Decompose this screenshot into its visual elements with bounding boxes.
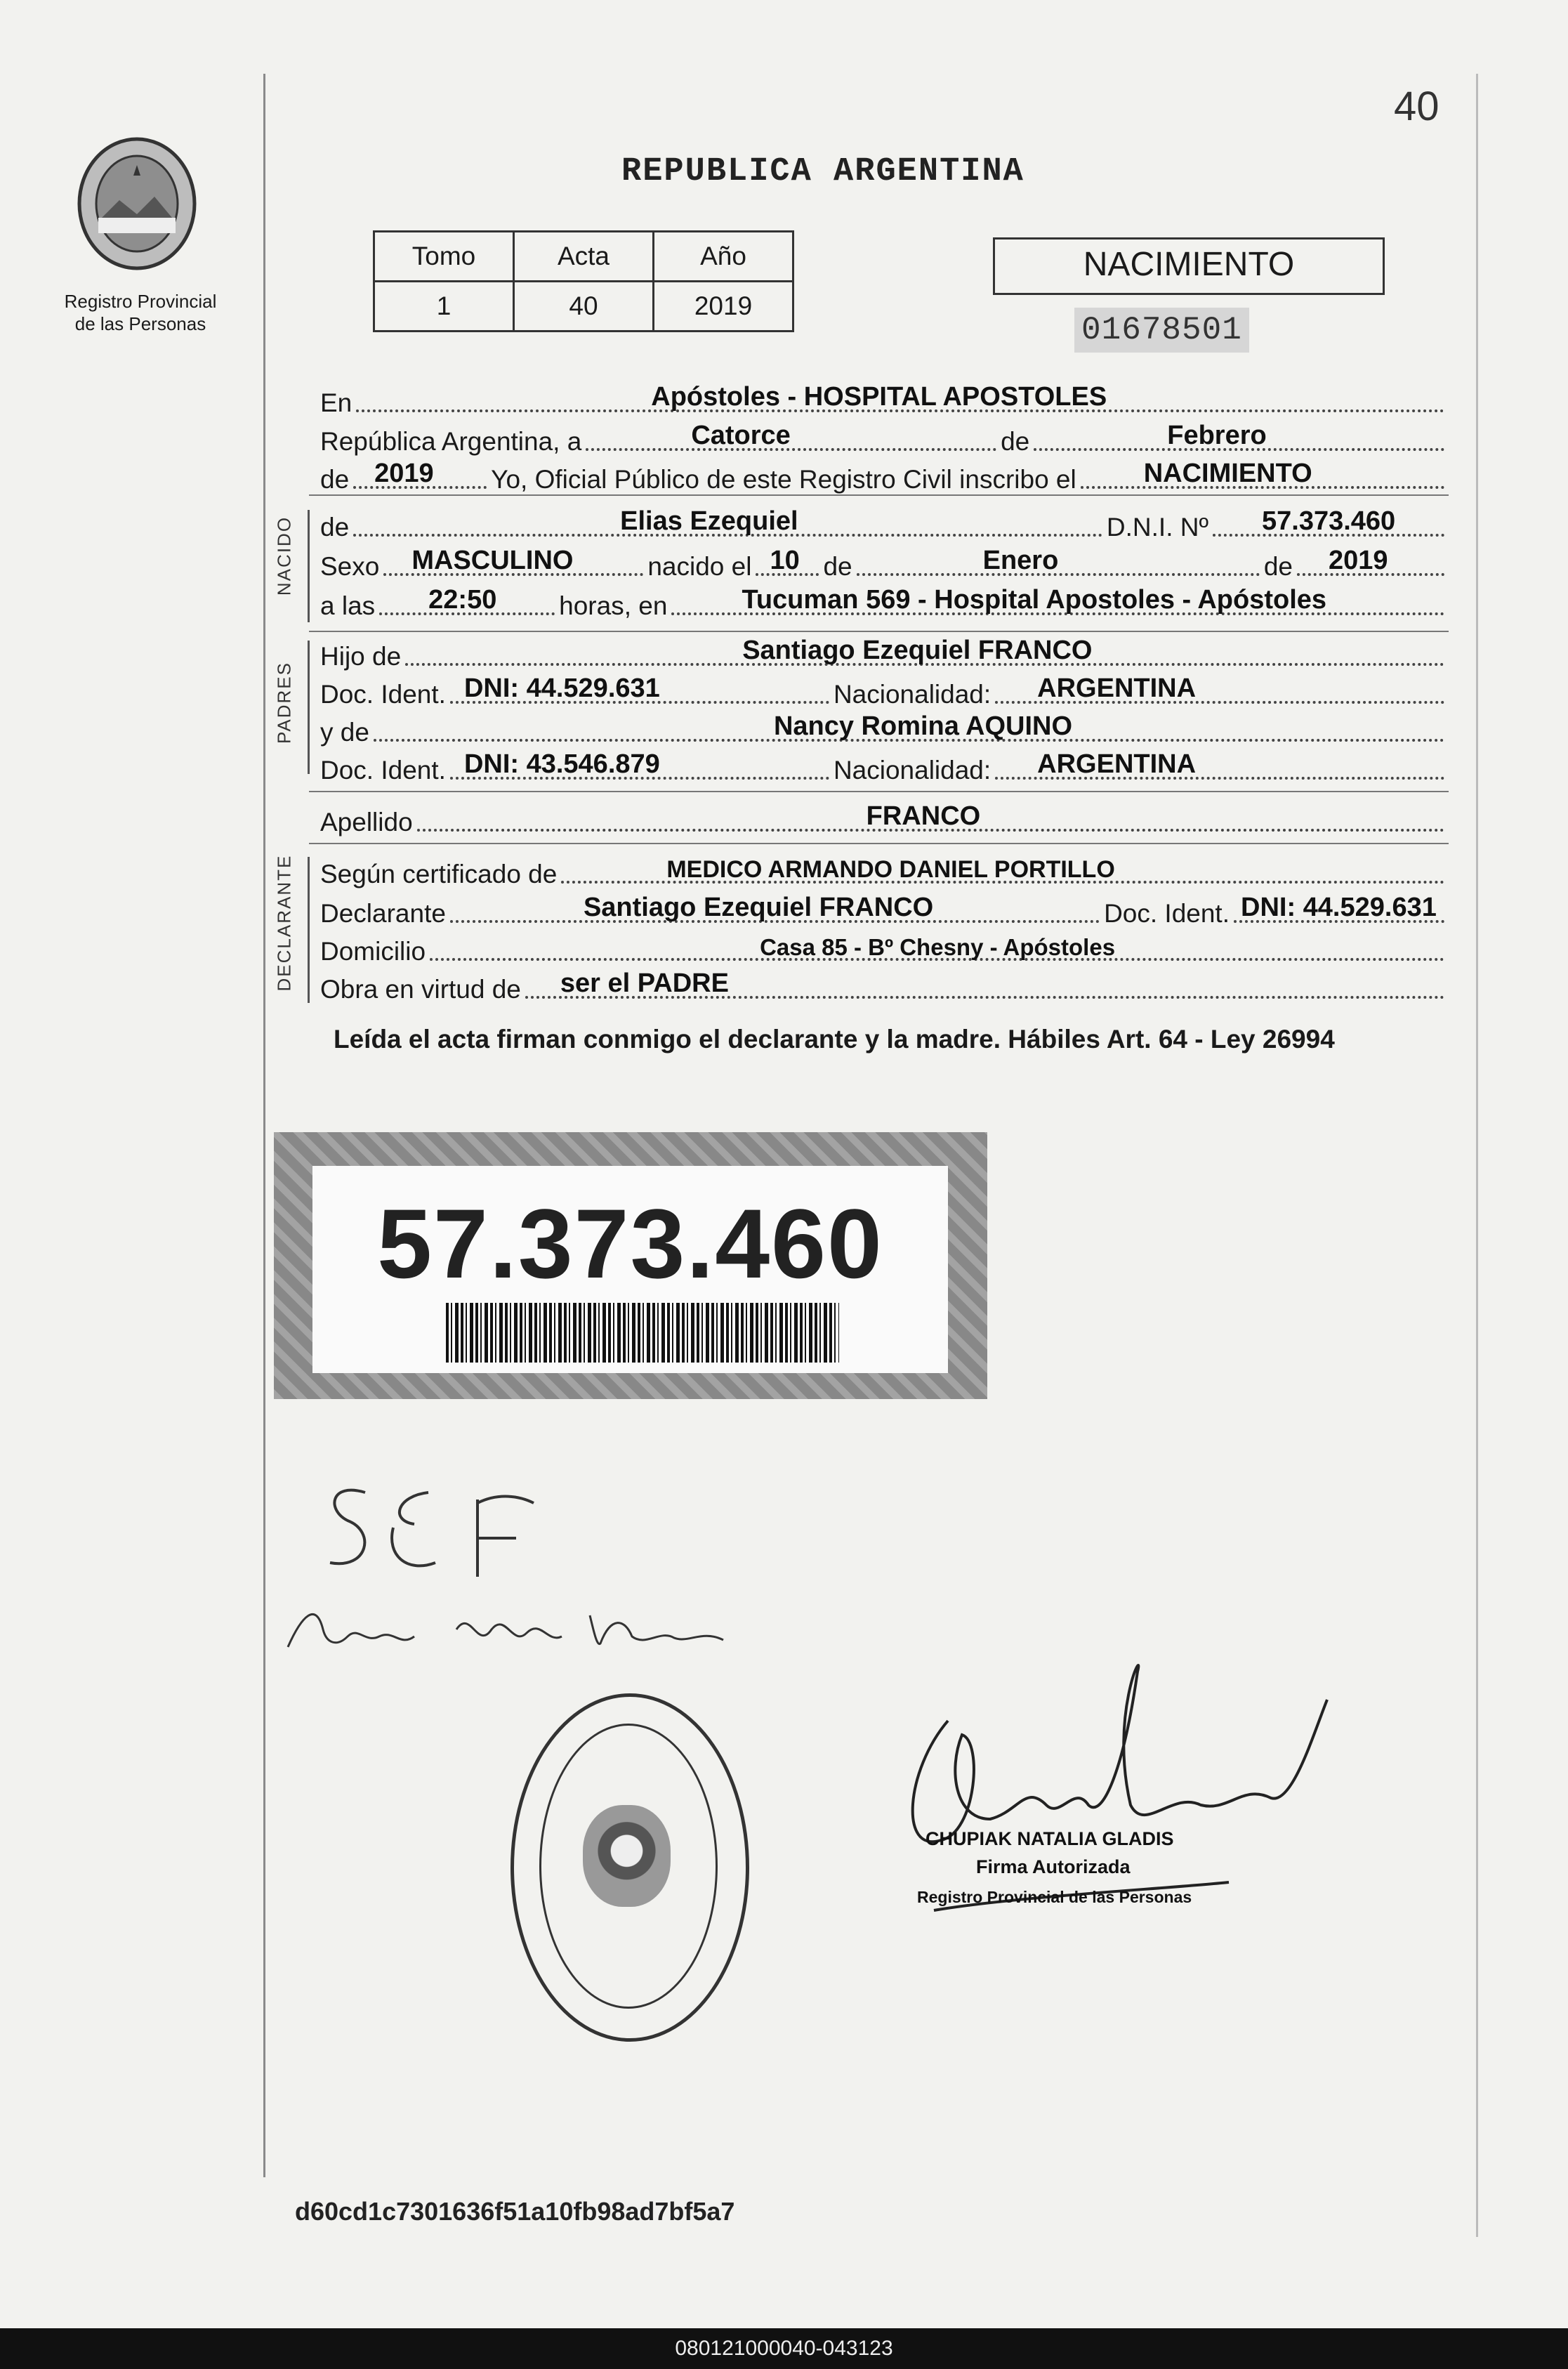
madre-doc-label: Doc. Ident. — [320, 756, 446, 785]
padre-nac-label: Nacionalidad: — [833, 680, 991, 709]
dia-value: 10 — [770, 546, 800, 575]
document-hash: d60cd1c7301636f51a10fb98ad7bf5a7 — [295, 2197, 735, 2226]
y-de-label: y de — [320, 718, 369, 747]
separator — [309, 631, 1449, 632]
apellido-label: Apellido — [320, 808, 413, 836]
anio-header: Año — [654, 232, 793, 282]
dni-label-number: 57.373.460 — [377, 1188, 883, 1299]
apellido-value: FRANCO — [866, 801, 981, 831]
initials-signature — [309, 1471, 541, 1594]
row-padre-doc — [320, 674, 1449, 709]
legal-note: Leída el acta firman conmigo el declarante y la madre. Hábiles Art. 64 - Ley 26994 — [334, 1025, 1335, 1054]
document-title: REPUBLICA ARGENTINA — [621, 153, 1025, 190]
row-obra — [320, 969, 1449, 1004]
row-madre-doc — [320, 750, 1449, 785]
row-apellido — [320, 802, 1449, 837]
padres-section-label: PADRES — [273, 662, 295, 744]
domicilio-value: Casa 85 - Bº Chesny - Apóstoles — [760, 934, 1116, 960]
padre-nac-value: ARGENTINA — [1037, 674, 1197, 703]
record-type-box: NACIMIENTO — [993, 237, 1385, 295]
nacido-section-label: NACIDO — [273, 516, 295, 596]
row-en — [320, 383, 1449, 418]
tomo-header: Tomo — [374, 232, 514, 282]
page-number: 40 — [1394, 84, 1439, 129]
footer-code: 080121000040-043123 — [0, 2328, 1568, 2369]
lugar-nacimiento-value: Tucuman 569 - Hospital Apostoles - Apóstoles — [742, 585, 1327, 615]
madre-signature — [281, 1587, 737, 1668]
official-org: Registro Provincial de las Personas — [917, 1888, 1192, 1906]
row-y-de — [320, 712, 1449, 747]
tomo-value: 1 — [374, 282, 514, 332]
madre-nac-label: Nacionalidad: — [833, 756, 991, 785]
row-anio — [320, 459, 1449, 494]
madre-value: Nancy Romina AQUINO — [773, 711, 1073, 741]
row-sexo — [320, 546, 1449, 582]
left-margin-line — [263, 74, 265, 2177]
separator — [309, 494, 1449, 496]
certificado-label: Según certificado de — [320, 860, 558, 888]
official-name: CHUPIAK NATALIA GLADIS — [925, 1828, 1174, 1849]
row-hijo-de — [320, 636, 1449, 671]
logo-caption-2: de las Personas — [74, 313, 206, 334]
dia-letras-value: Catorce — [691, 421, 791, 450]
declarante-doc-label: Doc. Ident. — [1104, 899, 1230, 928]
padre-doc-label: Doc. Ident. — [320, 680, 446, 709]
obra-value: ser el PADRE — [560, 969, 729, 998]
nacido-de-label: de — [320, 513, 350, 542]
de2-label: de — [320, 465, 350, 494]
de-label: de — [1001, 427, 1030, 456]
madre-doc-value: DNI: 43.546.879 — [463, 749, 660, 779]
nacido-de-label-2: de — [823, 552, 852, 581]
separator — [309, 791, 1449, 792]
nacido-de-label-3: de — [1263, 552, 1293, 581]
acta-value: 40 — [514, 282, 654, 332]
horas-en-label: horas, en — [559, 591, 668, 620]
declarante-doc-value: DNI: 44.529.631 — [1241, 893, 1437, 922]
en-label: En — [320, 388, 353, 417]
hijo-de-label: Hijo de — [320, 642, 402, 671]
acta-header: Acta — [514, 232, 654, 282]
row-republica — [320, 421, 1449, 457]
oficial-text: Yo, Oficial Público de este Registro Civil inscribo el — [491, 465, 1076, 494]
tomo-acta-table — [373, 230, 794, 332]
lugar-value: Apóstoles - HOSPITAL APOSTOLES — [651, 382, 1107, 412]
dni-label-sticker — [274, 1132, 987, 1399]
serial-number: 01678501 — [1074, 308, 1249, 353]
sexo-value: MASCULINO — [411, 546, 574, 575]
nacido-bracket — [308, 510, 310, 622]
nombre-value: Elias Ezequiel — [620, 506, 798, 536]
misiones-logo — [70, 133, 204, 281]
logo-caption-1: Registro Provincial — [64, 291, 217, 312]
declarante-bracket — [308, 857, 310, 1003]
madre-nac-value: ARGENTINA — [1037, 749, 1197, 779]
declarante-value: Santiago Ezequiel FRANCO — [583, 893, 934, 922]
hora-value: 22:50 — [428, 585, 497, 615]
nacido-el-label: nacido el — [647, 552, 752, 581]
inscripcion-value: NACIMIENTO — [1143, 459, 1312, 488]
barcode — [446, 1303, 839, 1363]
declarante-section-label: DECLARANTE — [273, 854, 295, 992]
a-las-label: a las — [320, 591, 376, 620]
mes-nacimiento-value: Enero — [982, 546, 1059, 575]
row-domicilio — [320, 931, 1449, 966]
right-margin-line — [1476, 74, 1478, 2237]
row-nacido-de — [320, 507, 1449, 542]
row-a-las — [320, 586, 1449, 621]
official-role: Firma Autorizada — [976, 1856, 1131, 1877]
padre-value: Santiago Ezequiel FRANCO — [742, 636, 1093, 665]
republica-label: República Argentina, a — [320, 427, 582, 456]
stamp-emblem — [583, 1805, 671, 1907]
anio-nacimiento-value: 2019 — [1329, 546, 1388, 575]
anio-value-body: 2019 — [374, 459, 434, 488]
sexo-label: Sexo — [320, 552, 380, 581]
row-certificado — [320, 854, 1449, 889]
mes-value: Febrero — [1167, 421, 1267, 450]
anio-value: 2019 — [654, 282, 793, 332]
separator — [309, 843, 1449, 844]
obra-label: Obra en virtud de — [320, 975, 521, 1004]
declarante-label: Declarante — [320, 899, 446, 928]
dni-label: D.N.I. Nº — [1106, 513, 1208, 542]
domicilio-label: Domicilio — [320, 937, 426, 966]
row-declarante — [320, 893, 1449, 928]
certificado-value: MEDICO ARMANDO DANIEL PORTILLO — [666, 856, 1115, 883]
padres-bracket — [308, 641, 310, 774]
padre-doc-value: DNI: 44.529.631 — [463, 674, 660, 703]
dni-value: 57.373.460 — [1262, 506, 1396, 536]
